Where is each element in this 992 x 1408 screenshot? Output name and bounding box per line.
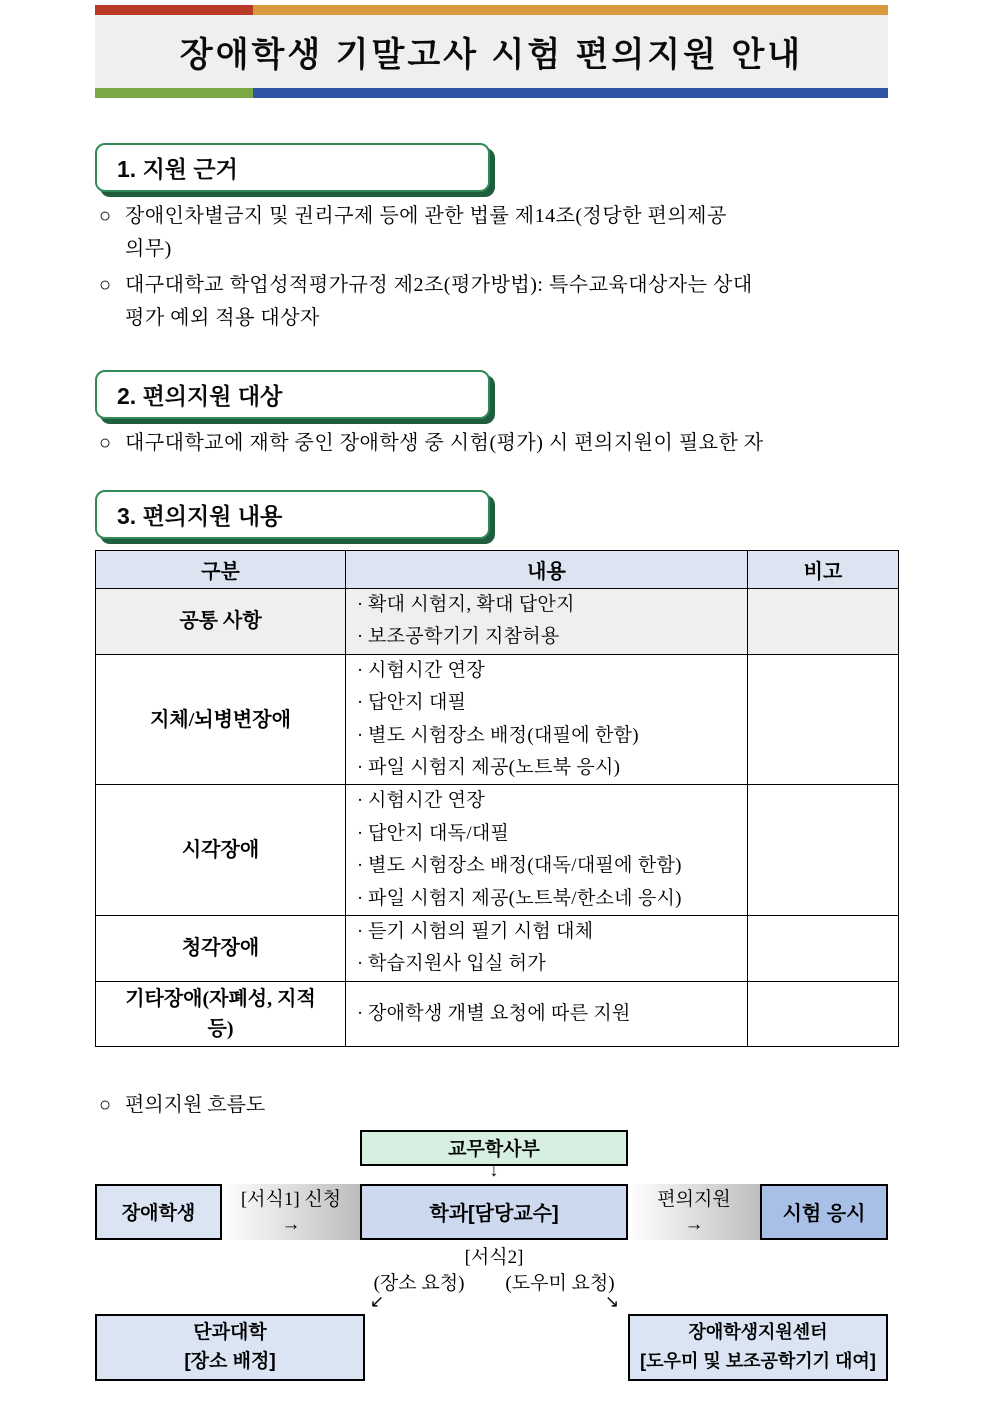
flow-band-accommodation-support xyxy=(628,1184,760,1240)
band1-label: [서식1] 신청 xyxy=(240,1188,342,1210)
bullet-line: 대구대학교 학업성적평가규정 제2조(평가방법): 특수교육대상자는 상대 xyxy=(125,274,753,296)
right-arrow-icon: → xyxy=(281,1213,301,1235)
section3-heading: 3. 편의지원 내용 xyxy=(117,503,283,529)
section2-bullets xyxy=(95,427,898,460)
content-cell xyxy=(346,654,748,785)
dot-bullet-icon: · xyxy=(356,887,364,909)
dot-bullet-icon: · xyxy=(356,724,364,746)
place-request-label: (장소 요청) xyxy=(373,1272,465,1294)
down-arrow-icon: ↓ xyxy=(489,1159,499,1180)
content-item xyxy=(352,998,741,1030)
category-cell: 청각장애 xyxy=(96,916,346,982)
down-left-arrow-icon: ↙ xyxy=(369,1291,385,1311)
flow-box-take-exam: 시험 응시 xyxy=(760,1184,888,1240)
circle-bullet-icon: ○ xyxy=(99,205,112,227)
content-cell xyxy=(346,785,748,916)
content-item xyxy=(352,916,741,948)
section2-heading: 2. 편의지원 대상 xyxy=(117,383,283,409)
dot-bullet-icon: · xyxy=(356,953,364,975)
section2-heading-box xyxy=(95,370,490,419)
table-row xyxy=(96,916,899,982)
category-cell: 시각장애 xyxy=(96,785,346,916)
item-text: 별도 시험장소 배정(대독/대필에 한함) xyxy=(368,855,682,877)
remark-cell xyxy=(748,981,899,1046)
circle-bullet-icon: ○ xyxy=(99,274,112,296)
flow-box-disabled-student: 장애학생 xyxy=(95,1184,222,1240)
bullet-line: 의무) xyxy=(125,238,172,260)
content-item xyxy=(352,720,741,752)
header-bottom-bar-blue-segment xyxy=(253,88,888,98)
content-item xyxy=(352,883,741,915)
content-item xyxy=(352,589,741,621)
flow-box-department-professor: 학과[담당교수] xyxy=(360,1184,628,1240)
item-text: 학습지원사 입실 허가 xyxy=(368,953,546,975)
bullet-line: 평가 예외 적용 대상자 xyxy=(125,307,320,329)
flow-band-form1-application xyxy=(222,1184,360,1240)
item-text: 듣기 시험의 필기 시험 대체 xyxy=(368,921,594,943)
item-text: 확대 시험지, 확대 답안지 xyxy=(368,594,575,615)
bullet-text xyxy=(125,200,898,266)
center-name: 장애학생지원센터 xyxy=(688,1322,828,1343)
list-item xyxy=(95,200,898,266)
dot-bullet-icon: · xyxy=(356,757,364,779)
helper-request-label: (도우미 요청) xyxy=(505,1272,615,1294)
document-page xyxy=(95,5,898,1400)
dot-bullet-icon: · xyxy=(356,855,364,877)
flow-box-college xyxy=(95,1314,365,1381)
header-banner xyxy=(95,5,888,98)
column-header-category: 구분 xyxy=(96,551,346,589)
section3-heading-box xyxy=(95,490,490,539)
content-item xyxy=(352,850,741,882)
content-cell xyxy=(346,981,748,1046)
flowchart-heading: 편의지원 흐름도 xyxy=(125,1093,266,1116)
column-header-remark: 비고 xyxy=(748,551,899,589)
content-item xyxy=(352,752,741,784)
flowchart-heading-row xyxy=(95,1092,898,1118)
item-text: 시험시간 연장 xyxy=(368,790,485,812)
center-role: [도우미 및 보조공학기기 대여] xyxy=(640,1351,876,1372)
dot-bullet-icon: · xyxy=(356,1002,364,1024)
form2-label: [서식2] xyxy=(464,1246,524,1268)
item-text: 장애학생 개별 요청에 따른 지원 xyxy=(368,1002,631,1024)
remark-cell xyxy=(748,916,899,982)
item-text: 시험시간 연장 xyxy=(368,659,485,681)
dot-bullet-icon: · xyxy=(356,921,364,943)
column-header-content: 내용 xyxy=(346,551,748,589)
category-cell: 공통 사항 xyxy=(96,589,346,655)
flow-box-disability-support-center xyxy=(628,1314,888,1381)
remark-cell xyxy=(748,654,899,785)
content-item xyxy=(352,818,741,850)
content-item xyxy=(352,655,741,687)
circle-bullet-icon: ○ xyxy=(99,1093,112,1116)
flow-box-academic-affairs: 교무학사부 xyxy=(360,1130,628,1166)
item-text: 파일 시험지 제공(노트북 응시) xyxy=(368,757,621,779)
dot-bullet-icon: · xyxy=(356,659,364,681)
content-cell xyxy=(346,589,748,655)
right-arrow-icon: → xyxy=(684,1213,704,1235)
flowchart xyxy=(95,1122,898,1400)
table-row xyxy=(96,654,899,785)
section1-heading: 1. 지원 근거 xyxy=(117,156,238,182)
header-bottom-bar-green-segment xyxy=(95,88,253,98)
item-text: 답안지 대독/대필 xyxy=(368,822,510,844)
table-row xyxy=(96,785,899,916)
dot-bullet-icon: · xyxy=(356,692,364,714)
table-row xyxy=(96,589,899,655)
college-name: 단과대학 xyxy=(193,1322,267,1344)
header-bottom-bar xyxy=(95,88,888,98)
section1-bullets xyxy=(95,200,898,335)
support-table xyxy=(95,550,899,1047)
bullet-line: 장애인차별금지 및 권리구제 등에 관한 법률 제14조(정당한 편의제공 xyxy=(125,205,727,227)
table-row xyxy=(96,981,899,1046)
content-item xyxy=(352,621,741,653)
section1-heading-box xyxy=(95,143,490,192)
item-text: 별도 시험장소 배정(대필에 한함) xyxy=(368,724,639,746)
bullet-text xyxy=(125,269,898,335)
down-right-arrow-icon: ↘ xyxy=(604,1291,620,1311)
remark-cell xyxy=(748,589,899,655)
dot-bullet-icon: · xyxy=(356,822,364,844)
list-item xyxy=(95,269,898,335)
content-cell xyxy=(346,916,748,982)
category-cell: 기타장애(자폐성, 지적 등) xyxy=(96,981,346,1046)
item-text: 파일 시험지 제공(노트북/한소네 응시) xyxy=(368,887,682,909)
content-item xyxy=(352,948,741,980)
bullet-text: 대구대학교에 재학 중인 장애학생 중 시험(평가) 시 편의지원이 필요한 자 xyxy=(125,432,764,454)
table-header-row xyxy=(96,551,899,589)
header-top-bar-orange-segment xyxy=(253,5,888,15)
college-role: [장소 배정] xyxy=(184,1351,276,1373)
dot-bullet-icon: · xyxy=(356,626,364,648)
item-text: 보조공학기기 지참허용 xyxy=(368,626,560,648)
header-top-bar-red-segment xyxy=(95,5,253,15)
circle-bullet-icon: ○ xyxy=(99,432,112,454)
header-top-bar xyxy=(95,5,888,15)
dot-bullet-icon: · xyxy=(356,790,364,812)
content-item xyxy=(352,687,741,719)
item-text: 답안지 대필 xyxy=(368,692,467,714)
list-item xyxy=(95,427,898,460)
band2-label: 편의지원 xyxy=(657,1188,731,1210)
dot-bullet-icon: · xyxy=(356,594,364,615)
category-cell: 지체/뇌병변장애 xyxy=(96,654,346,785)
content-item xyxy=(352,785,741,817)
title-strip xyxy=(95,15,888,88)
remark-cell xyxy=(748,785,899,916)
page-title: 장애학생 기말고사 시험 편의지원 안내 xyxy=(179,36,804,74)
